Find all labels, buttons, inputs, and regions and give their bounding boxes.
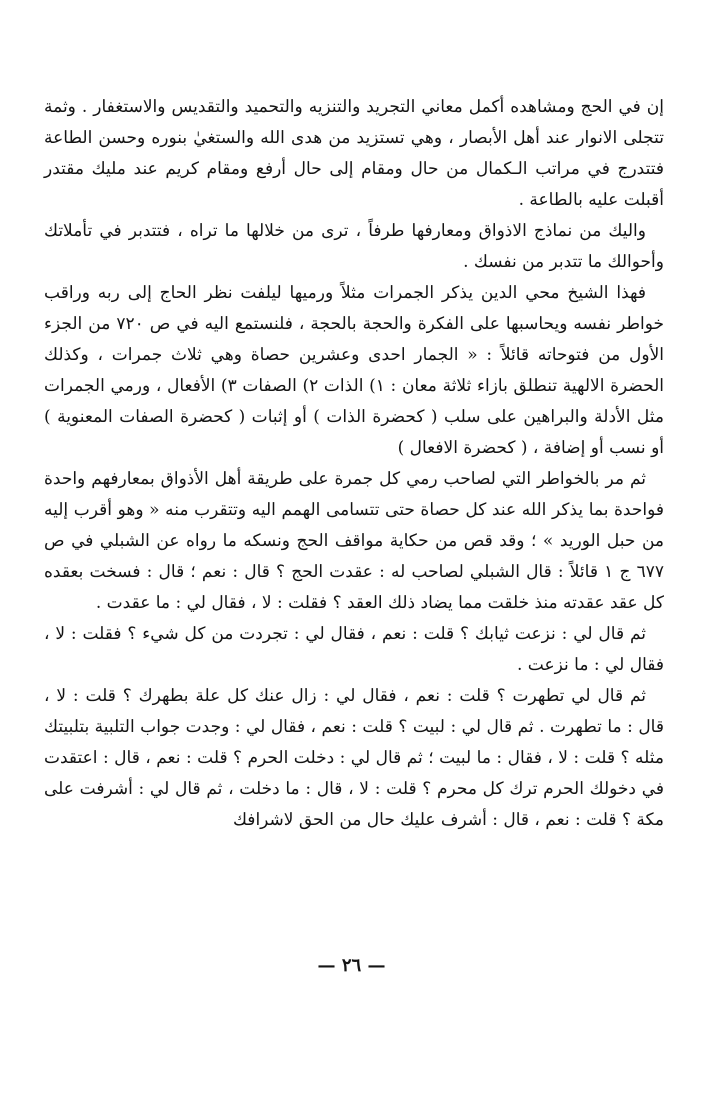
paragraph-4: ثم مر بالخواطر التي لصاحب رمي كل جمرة على طريقة أهل الأذواق بمعارفهم واحدة فواحدة بما يذكر الله عند كل حصاة حتى تتسامى الهمم اليه وتتقرب منه « وهو أقرب إليه من حبل الوريد » ؛ وقد قص من حكاية مواقف الحج ونسكه ما رواه عن الشبلي في ص ٦٧٧ ج ١ قائلاً : قال الشبلي لصاحب له : عقدت الحج ؟ قال : نعم ؛ قال : فسخت بعقده كل عقد عقدته منذ خلقت مما يضاد ذلك العقد ؟ فقلت : لا ، فقال لي : ما عقدت . bbox=[44, 469, 664, 613]
book-page-text bbox=[44, 92, 664, 836]
paragraph-3: فهذا الشيخ محي الدين يذكر الجمرات مثلاً ورميها ليلفت نظر الحاج إلى ربه وراقب خواطر نفسه ويحاسبها على الفكرة والحجة بالحجة ، فلنستمع اليه في ص ٧٢٠ من الجزء الأول من فتوحاته قائلاً : « الجمار احدى وعشرين حصاة وهي ثلاث جمرات ، وكذلك الحضرة الالهية تنطلق بازاء ثلاثة معان : ١) الذات ٢) الصفات ٣) الأفعال ، ورمي الجمرات مثل الأدلة والبراهين على سلب ( كحضرة الذات ) أو إثبات ( كحضرة الصفات المعنوية ) أو نسب أو إضافة ، ( كحضرة الافعال ) bbox=[44, 283, 664, 458]
paragraph-6: ثم قال لي تطهرت ؟ قلت : نعم ، فقال لي : زال عنك كل علة بطهرك ؟ قلت : لا ، قال : ما تطهرت . ثم قال لي : لبيت ؟ قلت : نعم ، فقال لي : وجدت جواب التلبية بتلبيتك مثله ؟ قلت : لا ، فقال : ما لبيت ؛ ثم قال لي : دخلت الحرم ؟ قلت : نعم ، قال : اعتقدت في دخولك الحرم ترك كل محرم ؟ قلت : لا ، قال : ما دخلت ، ثم قال لي : أشرفت على مكة ؟ قلت : نعم ، قال : أشرف عليك حال من الحق لاشرافك bbox=[44, 686, 664, 830]
page-number: — ٢٦ — bbox=[317, 955, 386, 976]
paragraph-2: واليك من نماذج الاذواق ومعارفها طرفاً ، ترى من خلالها ما تراه ، فتتدبر في تأملاتك وأحوالك ما تتدبر من نفسك . bbox=[44, 221, 664, 272]
paragraph-5: ثم قال لي : نزعت ثيابك ؟ قلت : نعم ، فقال لي : تجردت من كل شيء ؟ فقلت : لا ، فقال لي : ما نزعت . bbox=[44, 624, 664, 675]
paragraph-1: إن في الحج ومشاهده أكمل معاني التجريد والتنزيه والتحميد والتقديس والاستغفار . وثمة تتجلى الانوار عند أهل الأبصار ، وهي تستزيد من هدى الله والستغيٰ بنوره وحسن الطاعة فتتدرج في مراتب الـكمال من حال ومقام إلى حال أرفع ومقام كريم عند مليك مقتدر أقبلت عليه بالطاعة . bbox=[44, 97, 664, 210]
